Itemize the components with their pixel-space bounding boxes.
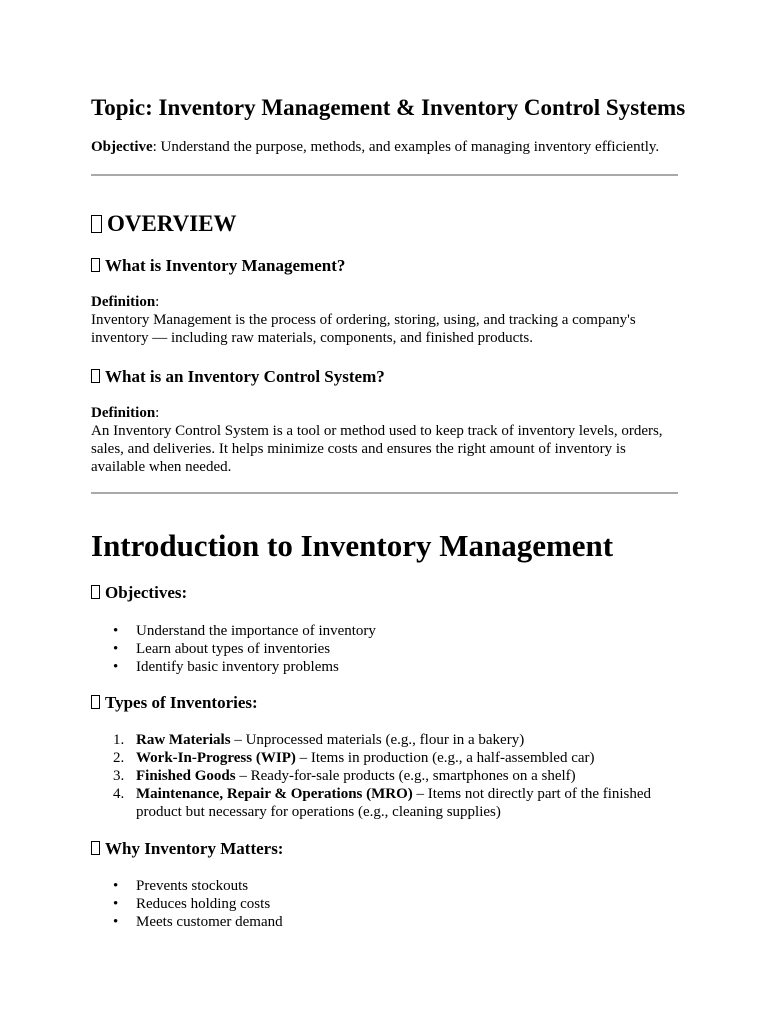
missing-glyph-icon [91,215,102,233]
list-item-text: Prevents stockouts [136,878,249,894]
missing-glyph-icon [91,841,100,855]
list-desc: – Ready-for-sale products (e.g., smartphones on a shelf) [235,768,576,784]
bullet-mark: • [113,896,119,912]
missing-glyph-icon [91,369,100,383]
list-item [91,749,656,767]
why-inventory-matters-heading [91,838,283,860]
bullet-mark: • [113,878,119,894]
objectives-heading [91,582,187,604]
list-desc: – Items not directly part of the finished product but necessary for operations (e.g., cleaning supplies) [136,786,652,820]
bullet-mark: • [113,623,119,639]
overview-heading-text: OVERVIEW [107,211,237,236]
list-item [91,895,656,913]
q2-heading-text: What is an Inventory Control System? [105,367,385,386]
definition-colon: : [155,294,160,310]
missing-glyph-icon [91,585,100,599]
bullet-mark: • [113,914,119,930]
list-desc: – Unprocessed materials (e.g., flour in a bakery) [230,732,525,748]
horizontal-rule-1 [91,174,678,176]
types-list [91,731,656,821]
list-item-text: Reduces holding costs [136,896,271,912]
list-item-text: Meets customer demand [136,914,283,930]
list-item [91,913,656,931]
missing-glyph-icon [91,258,100,272]
introduction-title: Introduction to Inventory Management [91,528,614,563]
bullet-mark: • [113,641,119,657]
missing-glyph-icon [91,695,100,709]
what-is-inventory-control-heading [91,366,385,388]
list-term: Work-In-Progress (WIP) [136,750,296,766]
definition-text: Inventory Management is the process of ordering, storing, using, and tracking a company's inventory — including raw materials, components, and finished products. [91,312,636,346]
list-desc: – Items in production (e.g., a half-assembled car) [295,750,595,766]
objective-text: : Understand the purpose, methods, and examples of managing inventory efficiently. [152,139,660,155]
definition-text: An Inventory Control System is a tool or method used to keep track of inventory levels, orders, sales, and deliveries. It helps minimize costs and ensures the right amount of inventory is available when needed. [91,423,663,475]
why-list [91,877,656,931]
q1-heading-text: What is Inventory Management? [105,256,346,275]
list-item [91,731,656,749]
inventory-control-definition [91,404,681,476]
list-item [91,622,656,640]
objectives-list [91,622,656,676]
definition-label-line [91,404,681,422]
objective-line [91,138,659,156]
bullet-mark: • [113,659,119,675]
list-number: 1. [113,732,125,748]
why-heading-text: Why Inventory Matters: [105,839,284,858]
definition-label-line [91,293,681,311]
list-item [91,785,656,821]
list-number: 3. [113,768,125,784]
list-item [91,767,656,785]
list-term: Finished Goods [136,768,236,784]
overview-heading [91,210,237,238]
inventory-management-definition [91,293,681,347]
objective-label: Objective [91,139,153,155]
definition-label: Definition [91,405,156,421]
list-item-text: Identify basic inventory problems [136,659,339,675]
list-number: 2. [113,750,125,766]
list-item-text: Learn about types of inventories [136,641,331,657]
what-is-inventory-management-heading [91,255,345,277]
list-item [91,658,656,676]
list-item [91,877,656,895]
list-term: Maintenance, Repair & Operations (MRO) [136,786,413,802]
objectives-heading-text: Objectives: [105,583,188,602]
types-heading-text: Types of Inventories: [105,693,258,712]
list-item-text: Understand the importance of inventory [136,623,376,639]
definition-colon: : [155,405,160,421]
definition-label: Definition [91,294,156,310]
list-item [91,640,656,658]
horizontal-rule-2 [91,492,678,494]
list-term: Raw Materials [136,732,231,748]
types-of-inventories-heading [91,692,258,714]
topic-title: Topic: Inventory Management & Inventory Control Systems [91,95,686,120]
list-number: 4. [113,786,125,802]
